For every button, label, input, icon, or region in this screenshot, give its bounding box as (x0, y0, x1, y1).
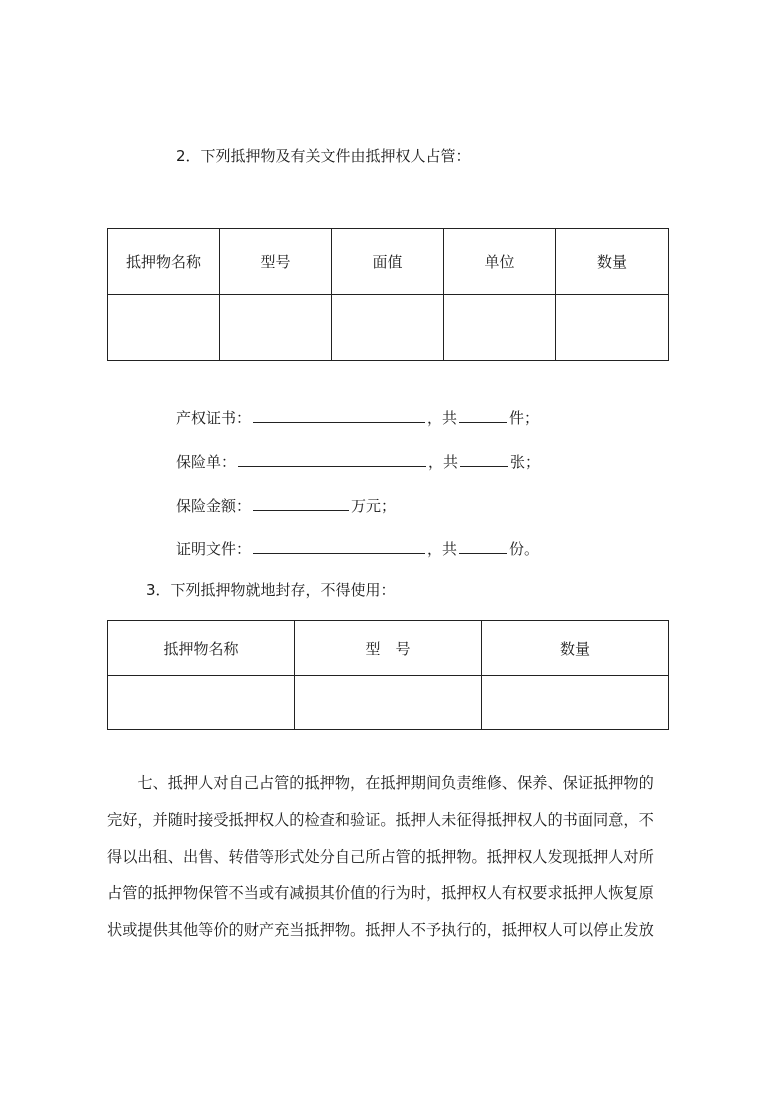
blank-line[interactable] (253, 537, 425, 554)
blank-line[interactable] (253, 494, 349, 511)
section2-heading: 2．下列抵押物及有关文件由抵押权人占管： (176, 147, 471, 165)
field-unit: 张； (510, 453, 541, 471)
article-7-paragraph (107, 765, 667, 949)
count-blank[interactable] (459, 406, 507, 423)
table-cell[interactable] (295, 676, 482, 730)
blank-line[interactable] (238, 450, 426, 467)
section3-heading: 3．下列抵押物就地封存，不得使用： (146, 581, 396, 599)
field-sep: ，共 (427, 409, 458, 427)
table-cell[interactable] (108, 676, 295, 730)
header-cell: 型号 (220, 229, 332, 295)
table-section2 (107, 228, 669, 361)
header-cell: 型 号 (295, 621, 482, 676)
paragraph-line: 得以出租、出售、转借等形式处分自己所占管的抵押物。抵押权人发现抵押人对所 (107, 847, 654, 866)
header-cell: 数量 (556, 229, 669, 295)
table-cell[interactable] (482, 676, 669, 730)
header-cell: 面值 (332, 229, 444, 295)
field-label: 保险金额： (176, 497, 252, 515)
paragraph-line: 七、抵押人对自己占管的抵押物，在抵押期间负责维修、保养、保证抵押物的 (107, 774, 654, 792)
table-row (108, 676, 669, 730)
table-header-row (108, 621, 669, 676)
header-cell: 抵押物名称 (108, 229, 220, 295)
field-property-certificate (176, 406, 539, 428)
field-unit: 份。 (509, 540, 540, 558)
paragraph-line: 完好，并随时接受抵押权人的检查和验证。抵押人未征得抵押权人的书面同意，不 (107, 810, 654, 829)
field-unit: 万元； (351, 497, 397, 515)
header-cell: 单位 (444, 229, 556, 295)
field-unit: 件； (509, 409, 540, 427)
count-blank[interactable] (460, 450, 508, 467)
paragraph-line: 状或提供其他等价的财产充当抵押物。抵押人不予执行的，抵押权人可以停止发放 (107, 921, 654, 940)
field-insurance-amount (176, 494, 396, 516)
field-supporting-documents (176, 537, 539, 559)
field-label: 保险单： (176, 453, 237, 471)
table-cell[interactable] (108, 295, 220, 361)
table-cell[interactable] (332, 295, 444, 361)
blank-line[interactable] (253, 406, 425, 423)
table-header-row (108, 229, 669, 295)
field-label: 产权证书： (176, 409, 252, 427)
table-cell[interactable] (444, 295, 556, 361)
table-row (108, 295, 669, 361)
table-section3 (107, 620, 669, 730)
field-label: 证明文件： (176, 540, 252, 558)
header-cell: 数量 (482, 621, 669, 676)
count-blank[interactable] (459, 537, 507, 554)
field-insurance-policy (176, 450, 540, 472)
paragraph-line: 占管的抵押物保管不当或有减损其价值的行为时，抵押权人有权要求抵押人恢复原 (107, 884, 654, 903)
field-sep: ，共 (427, 540, 458, 558)
table-cell[interactable] (220, 295, 332, 361)
field-sep: ，共 (428, 453, 459, 471)
table-cell[interactable] (556, 295, 669, 361)
header-cell: 抵押物名称 (108, 621, 295, 676)
